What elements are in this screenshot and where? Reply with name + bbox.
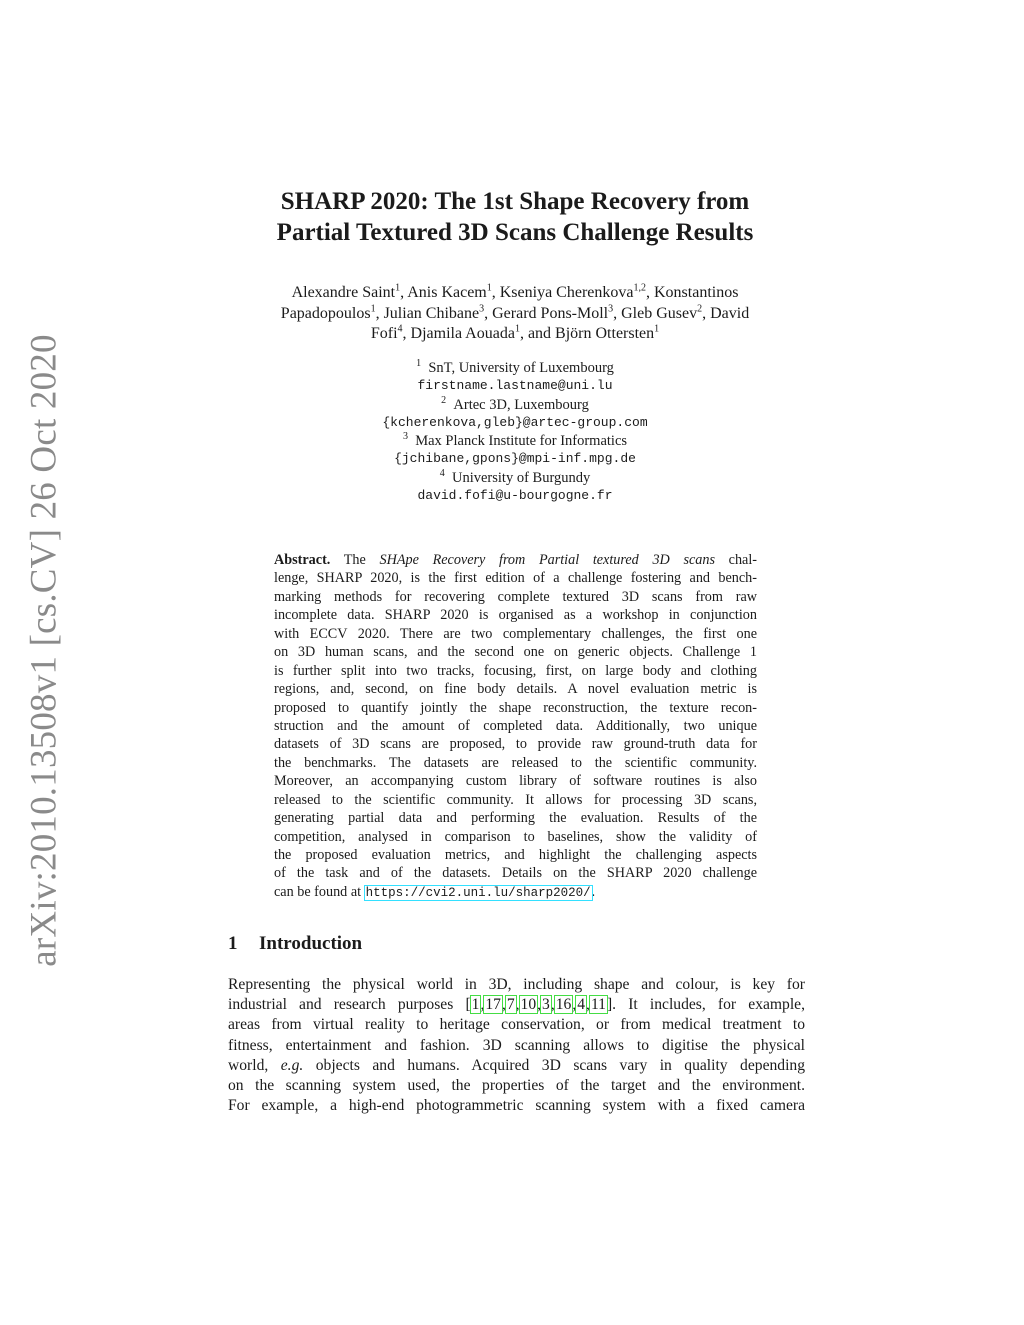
author-sup: 4 <box>397 323 403 335</box>
affiliation-sup: 1 <box>416 358 422 370</box>
author-sup: 1 <box>370 303 376 315</box>
body-text: objects and humans. Acquired 3D scans vary in quality depending <box>315 1056 806 1074</box>
body-italic: e.g. <box>280 1056 304 1074</box>
affiliation <box>260 396 770 414</box>
abstract-line: released to the scientific community. It allows for processing 3D scans, <box>274 791 757 808</box>
abstract-line: with ECCV 2020. There are two complementary challenges, the first one <box>274 625 757 642</box>
author-sup: 1 <box>486 282 492 294</box>
affiliation <box>260 359 770 377</box>
body-text: . It includes, for example, <box>612 996 805 1014</box>
abstract-line <box>274 551 757 569</box>
body-text: industrial and research purposes <box>228 996 454 1014</box>
author-name: Kseniya Cherenkova <box>499 284 634 301</box>
abstract-line: struction and the amount of completed data. Additionally, two unique <box>274 717 757 734</box>
affiliation-email: david.fofi@u-bourgogne.fr <box>417 488 613 504</box>
affiliation-name: Max Planck Institute for Informatics <box>415 433 628 450</box>
affiliation-email: {kcherenkova,gleb}@artec-group.com <box>382 414 648 430</box>
author-line-1: Alexandre Saint$^1$, Anis Kacem$^1$, Kseniya Cherenkova$^{1,2}$, Konstantinos <box>291 282 739 301</box>
author-sup: 1 <box>514 323 520 335</box>
author-sup: 3 <box>608 303 614 315</box>
citation-link[interactable]: 7 <box>506 996 515 1014</box>
affiliation-email: firstname.lastname@uni.lu <box>417 378 613 394</box>
abstract-line <box>274 883 757 901</box>
abstract-text: can be found at <box>274 883 362 900</box>
author-line-2: Papadopoulos$^1$, Julian Chibane$^3$, Gerard Pons-Moll$^3$, Gleb Gusev$^2$, David <box>280 303 750 322</box>
citation-link[interactable]: 10 <box>520 996 537 1014</box>
title-line-1: SHARP 2020: The 1st Shape Recovery from <box>280 188 750 215</box>
abstract-italic: SHApe Recovery from Partial textured 3D scans <box>379 552 715 568</box>
affiliation-name: University of Burgundy <box>451 469 591 486</box>
author-name-part: Konstantinos <box>653 284 739 301</box>
body-line: fitness, entertainment and fashion. 3D scanning allows to digitise the physical <box>228 1036 805 1054</box>
abstract-line: generating partial data and performing the evaluation. Results of the <box>274 810 757 827</box>
citation-link[interactable]: 11 <box>590 996 606 1014</box>
challenge-url-link[interactable]: https://cvi2.uni.lu/sharp2020/ <box>365 885 591 900</box>
body-line: industrial and research purposes [1,17,7,10,3,16,4,11]. It includes, for example, <box>228 996 805 1014</box>
author-name-part: David <box>710 304 750 322</box>
body-line: Representing the physical world in 3D, including shape and colour, is key for <box>228 976 805 993</box>
author-name: Alexandre Saint <box>291 284 396 301</box>
author-name: Gerard Pons-Moll <box>492 304 609 322</box>
arxiv-stamp <box>23 333 65 967</box>
affiliation-sup: 3 <box>402 431 408 443</box>
citation-link[interactable]: 17 <box>485 996 501 1014</box>
abstract-text: chal- <box>728 552 758 568</box>
author-sup: 1 <box>654 323 660 335</box>
author-name-part: Fofi <box>370 325 398 342</box>
author-name: Gleb Gusev <box>621 304 698 322</box>
author-line-3: Fofi$^4$, Djamila Aouada$^1$, and Björn Ottersten$^1$ <box>370 323 660 342</box>
abstract-line: regions, and, second, on fine body details. A novel evaluation metric is <box>274 681 757 698</box>
citation-link[interactable]: 4 <box>577 996 586 1014</box>
author-list <box>200 283 830 345</box>
abstract-text: The <box>343 552 366 568</box>
author-conjunction: and <box>527 325 552 342</box>
abstract-line: lenge, SHARP 2020, is the first edition of a challenge fostering and bench- <box>274 570 757 587</box>
author-name: Julian Chibane <box>383 304 480 322</box>
abstract-line: marking methods for recovering complete textured 3D scans from raw <box>274 588 757 605</box>
body-line: For example, a high-end photogrammetric scanning system with a fixed camera <box>228 1097 805 1115</box>
abstract-line: proposed to quantify jointly the shape reconstruction, the texture recon- <box>274 699 757 716</box>
affiliation <box>260 432 770 450</box>
author-name: Björn Ottersten <box>555 325 655 342</box>
author-sup: 3 <box>479 303 485 315</box>
intro-paragraph <box>228 975 805 1116</box>
section-title: Introduction <box>259 933 363 954</box>
abstract-line: datasets of 3D scans are proposed, to provide raw ground-truth data for <box>274 736 757 753</box>
author-name: Djamila Aouada <box>410 325 515 342</box>
abstract-line: is further split into two tracks, focusing, first, on large body and clothing <box>274 662 757 679</box>
abstract-line: of the task and of the datasets. Details on the SHARP 2020 challenge <box>274 865 757 882</box>
abstract-line: Moreover, an accompanying custom library of software routines is also <box>274 773 757 790</box>
affiliation-name: Artec 3D, Luxembourg <box>453 396 589 413</box>
affiliation-sup: 2 <box>441 394 447 406</box>
paper-title <box>180 186 850 248</box>
citation-link[interactable]: 1 <box>471 996 480 1014</box>
abstract-line: the proposed evaluation metrics, and highlight the challenging aspects <box>274 847 757 863</box>
body-text: world, <box>228 1056 269 1074</box>
title-line-2: Partial Textured 3D Scans Challenge Results <box>276 219 754 246</box>
abstract-label: Abstract. <box>274 552 331 568</box>
affiliation-email: {jchibane,gpons}@mpi-inf.mpg.de <box>394 451 636 467</box>
author-sup: 1,2 <box>633 282 646 294</box>
affiliations <box>260 359 770 505</box>
abstract-line: the benchmarks. The datasets are released to the scientific community. <box>274 754 757 771</box>
author-sup: 1 <box>395 282 401 294</box>
abstract-text: . <box>591 883 596 900</box>
section-heading <box>228 933 362 955</box>
abstract-line: incomplete data. SHARP 2020 is organised as a workshop in conjunction <box>274 607 757 624</box>
abstract <box>274 551 757 901</box>
abstract-line: competition, analysed in comparison to baselines, show the validity of <box>274 828 757 845</box>
body-line: on the scanning system used, the properties of the target and the environment. <box>228 1076 805 1094</box>
author-name: Anis Kacem <box>407 284 487 301</box>
body-line <box>228 1056 805 1076</box>
affiliation-sup: 4 <box>439 467 445 479</box>
author-name-part: Papadopoulos <box>280 304 371 322</box>
citation-link[interactable]: 3 <box>542 996 550 1014</box>
affiliation <box>260 469 770 487</box>
section-number: 1 <box>228 933 238 954</box>
affiliation-name: SnT, University of Luxembourg <box>428 360 614 376</box>
body-line: areas from virtual reality to heritage conservation, or from medical treatment to <box>228 1016 805 1034</box>
citation-link[interactable]: 16 <box>555 996 572 1014</box>
abstract-line: on 3D human scans, and the second one on generic objects. Challenge 1 <box>274 644 757 661</box>
author-sup: 2 <box>697 303 703 315</box>
arxiv-stamp-text: arXiv:2010.13508v1 [cs.CV] 26 Oct 2020 <box>23 333 65 967</box>
